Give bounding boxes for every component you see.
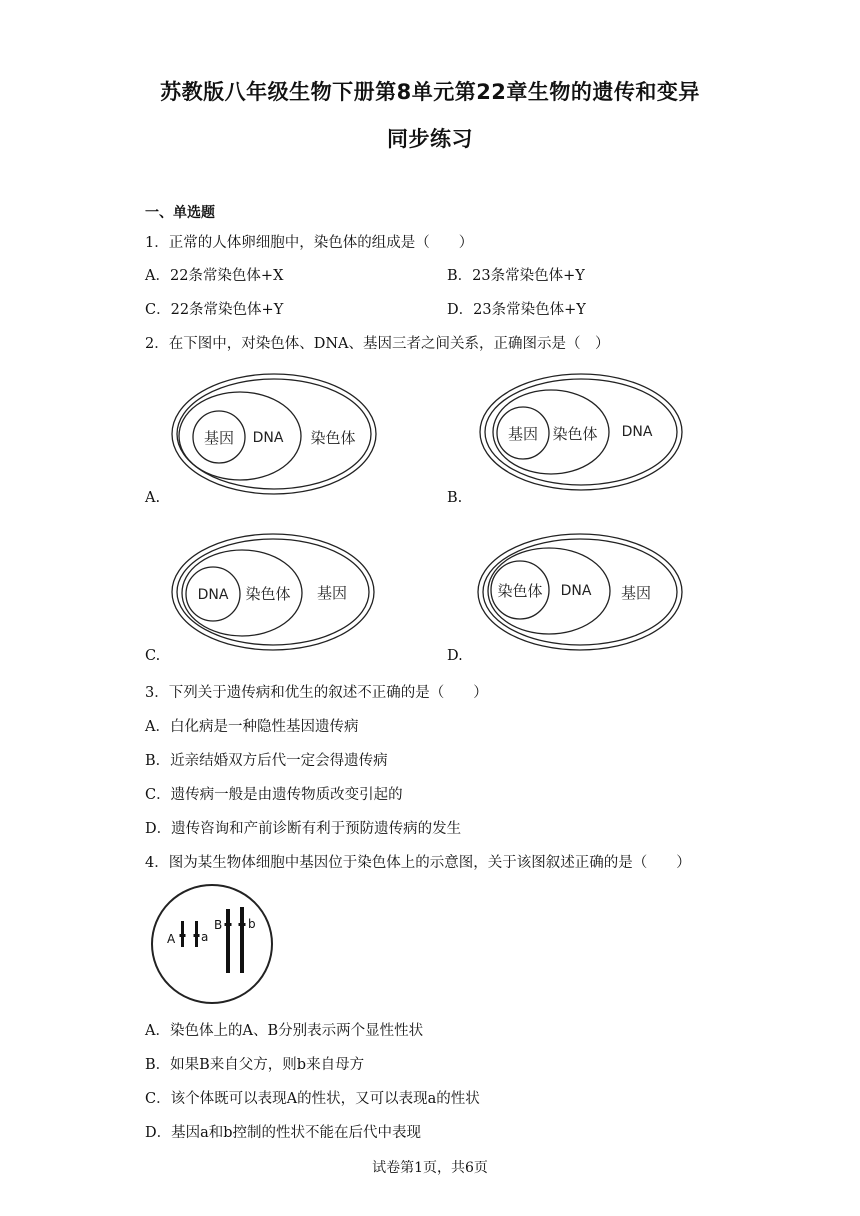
diagram-a-outer-label: 染色体 <box>310 429 356 447</box>
diagram-c-outer-label: 基因 <box>316 584 348 602</box>
gene-label-b: b <box>248 917 256 931</box>
gene-label-A: A <box>167 932 176 946</box>
gene-locus-A <box>180 934 186 937</box>
question-4-option-d: D．基因a和b控制的性状不能在后代中表现 <box>145 1125 422 1141</box>
question-3-option-a: A．白化病是一种隐性基因遗传病 <box>145 719 359 735</box>
diagram-c-inner-label: DNA <box>197 587 229 603</box>
question-2-label-d: D. <box>447 648 463 664</box>
gene-locus-b <box>239 923 246 926</box>
question-4-stem: 4．图为某生物体细胞中基因位于染色体上的示意图，关于该图叙述正确的是（ ） <box>145 855 691 871</box>
question-4-option-a: A．染色体上的A、B分别表示两个显性性状 <box>145 1023 424 1039</box>
venn-diagram-c <box>170 530 385 655</box>
chromosome-long-right <box>240 907 244 973</box>
question-2-stem: 2．在下图中，对染色体、DNA、基因三者之间关系，正确图示是（ ） <box>145 336 610 352</box>
question-3-stem: 3．下列关于遗传病和优生的叙述不正确的是（ ） <box>145 685 488 701</box>
question-1-option-d: D．23条常染色体+Y <box>447 302 586 318</box>
diagram-d-middle-label: DNA <box>560 583 592 599</box>
venn-diagram-b <box>478 372 688 497</box>
question-1-option-a: A．22条常染色体+X <box>145 268 284 284</box>
diagram-b-inner-label: 基因 <box>507 425 539 443</box>
question-1-option-b: B．23条常染色体+Y <box>447 268 585 284</box>
gene-locus-a <box>194 934 200 937</box>
question-3-option-b: B．近亲结婚双方后代一定会得遗传病 <box>145 753 388 769</box>
section-heading: 一、单选题 <box>145 205 215 221</box>
question-3-option-d: D．遗传咨询和产前诊断有利于预防遗传病的发生 <box>145 821 462 837</box>
page-footer: 试卷第1页，共6页 <box>372 1160 488 1176</box>
diagram-d-outer-label: 基因 <box>620 584 652 602</box>
page-title-line1: 苏教版八年级生物下册第8单元第22章生物的遗传和变异 <box>160 80 700 104</box>
chromosome-cell-diagram <box>150 883 275 1005</box>
question-3-option-c: C．遗传病一般是由遗传物质改变引起的 <box>145 787 403 803</box>
diagram-c-middle-label: 染色体 <box>245 585 291 603</box>
gene-label-B: B <box>214 918 223 932</box>
page-title-line2: 同步练习 <box>387 127 473 151</box>
question-4-option-c: C．该个体既可以表现A的性状，又可以表现a的性状 <box>145 1091 480 1107</box>
venn-diagram-a <box>170 370 385 500</box>
diagram-a-inner-label: 基因 <box>203 429 235 447</box>
diagram-a-middle-label: DNA <box>252 430 284 446</box>
question-2-label-a: A. <box>145 490 161 506</box>
diagram-d-inner-label: 染色体 <box>497 582 543 600</box>
venn-diagram-d <box>476 530 688 655</box>
gene-locus-B <box>225 923 232 926</box>
question-4-option-b: B．如果B来自父方，则b来自母方 <box>145 1057 365 1073</box>
question-2-label-c: C. <box>145 648 161 664</box>
diagram-b-middle-label: 染色体 <box>552 425 598 443</box>
gene-label-a: a <box>201 930 209 944</box>
question-1-option-c: C．22条常染色体+Y <box>145 302 284 318</box>
diagram-b-outer-label: DNA <box>621 424 653 440</box>
question-2-label-b: B. <box>447 490 463 506</box>
question-1-stem: 1．正常的人体卵细胞中，染色体的组成是（ ） <box>145 235 474 251</box>
chromosome-long-left <box>226 909 230 973</box>
